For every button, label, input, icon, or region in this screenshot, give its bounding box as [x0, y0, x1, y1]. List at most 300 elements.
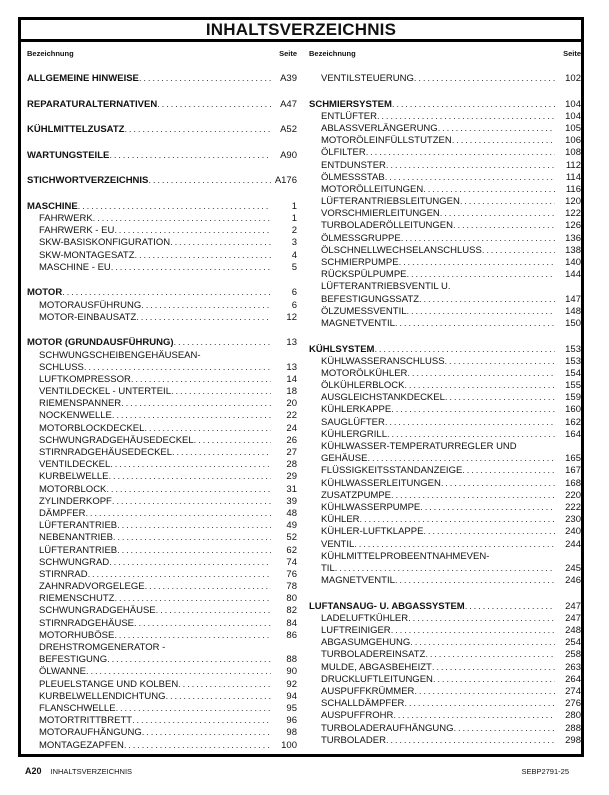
- toc-entry[interactable]: [27, 654, 297, 666]
- toc-entry-page: 49: [286, 520, 297, 532]
- toc-entry-label: VENTIL: [321, 538, 355, 550]
- toc-entry-label: LUFTREINIGER: [321, 625, 391, 637]
- dot-leader: [404, 698, 555, 710]
- toc-entry-label: GEHÄUSE: [321, 453, 368, 465]
- dot-leader: [172, 447, 271, 459]
- toc-entry[interactable]: [309, 196, 581, 208]
- toc-entry-page: 29: [286, 471, 297, 483]
- toc-entry-page: 138: [565, 244, 581, 256]
- toc-entry[interactable]: [27, 532, 297, 544]
- toc-entry-label: ENTDUNSTER: [321, 159, 386, 171]
- toc-entry[interactable]: [309, 417, 581, 429]
- toc-entry[interactable]: [309, 368, 581, 380]
- toc-entry[interactable]: [309, 453, 581, 465]
- toc-entry-page: 26: [286, 434, 297, 446]
- toc-entry-label: MASCHINE - EU: [39, 261, 111, 273]
- toc-entry-page: 167: [565, 465, 581, 477]
- toc-entry-label: ÖLFILTER: [321, 147, 366, 159]
- toc-entry[interactable]: [309, 502, 581, 514]
- toc-entry[interactable]: [27, 642, 297, 654]
- dot-leader: [453, 220, 555, 232]
- toc-entry[interactable]: [27, 250, 297, 262]
- dot-leader: [414, 686, 555, 698]
- dot-leader: [460, 196, 555, 208]
- dot-leader: [93, 213, 271, 225]
- toc-section-entry[interactable]: [27, 337, 297, 349]
- toc-entry[interactable]: [309, 356, 581, 368]
- toc-entry-label: SCHWUNGRAD: [39, 556, 110, 568]
- dot-leader: [194, 435, 271, 447]
- toc-entry-label: LUFTANSAUG- U. ABGASSYSTEM: [309, 600, 465, 612]
- toc-entry-page: 39: [286, 495, 297, 507]
- toc-entry-label: LÜFTERANTRIEB: [39, 544, 118, 556]
- dot-leader: [170, 237, 271, 249]
- toc-entry[interactable]: [27, 435, 297, 447]
- section-spacer: [27, 162, 297, 175]
- dot-leader: [132, 715, 271, 727]
- toc-entry-label: AUSPUFFKRÜMMER: [321, 685, 415, 697]
- toc-entry-label: AUSGLEICHSTANKDECKEL: [321, 392, 445, 404]
- toc-entry-label: ABGASUMGEHUNG: [321, 637, 411, 649]
- toc-section-entry[interactable]: [27, 287, 297, 299]
- toc-entry[interactable]: [309, 637, 581, 649]
- dot-leader: [113, 532, 271, 544]
- toc-entry[interactable]: [309, 281, 581, 293]
- toc-entry[interactable]: [27, 300, 297, 312]
- toc-entry-label: TURBOLADERAUFHÄNGUNG: [321, 722, 454, 734]
- section-spacer: [309, 587, 581, 600]
- toc-entry-label: SCHWUNGRADGEHÄUSE: [39, 605, 156, 617]
- toc-entry[interactable]: [309, 220, 581, 232]
- column-header-page: Seite: [563, 49, 581, 58]
- toc-entry-label: TURBOLADERÖLLEITUNGEN: [321, 220, 453, 232]
- toc-entry-label: SCHMIERPUMPE: [321, 257, 399, 269]
- dot-leader: [410, 637, 555, 649]
- toc-entry[interactable]: [27, 715, 297, 727]
- toc-entry[interactable]: [27, 630, 297, 642]
- toc-entry[interactable]: [309, 490, 581, 502]
- toc-entry[interactable]: [309, 735, 581, 747]
- toc-entry[interactable]: [309, 429, 581, 441]
- dot-leader: [385, 172, 555, 184]
- toc-entry[interactable]: [309, 723, 581, 735]
- toc-entry-label: MAGNETVENTIL: [321, 317, 395, 329]
- toc-entry[interactable]: [27, 262, 297, 274]
- toc-entry-label: SCHMIERSYSTEM: [309, 98, 392, 110]
- toc-entry-page: 248: [565, 625, 581, 637]
- toc-entry-label: MOTOR: [27, 287, 63, 299]
- toc-entry[interactable]: [27, 362, 297, 374]
- dot-leader: [117, 520, 271, 532]
- toc-entry-page: 164: [565, 428, 581, 440]
- toc-entry[interactable]: [309, 184, 581, 196]
- toc-entry-label: SCHWUNGRADGEHÄUSEDECKEL: [39, 434, 194, 446]
- toc-entry-label: KÜHLSYSTEM: [309, 343, 375, 355]
- toc-entry[interactable]: [27, 569, 297, 581]
- toc-entry-page: 27: [286, 447, 297, 459]
- dot-leader: [121, 398, 271, 410]
- column-header-label: Bezeichnung: [309, 49, 356, 58]
- dot-leader: [407, 368, 555, 380]
- toc-entry[interactable]: [309, 73, 581, 85]
- toc-entry[interactable]: [27, 237, 297, 249]
- toc-entry-page: 112: [565, 159, 581, 171]
- dot-leader: [145, 581, 271, 593]
- toc-columns: [21, 42, 581, 752]
- column-header: [27, 49, 297, 63]
- dot-leader: [419, 294, 555, 306]
- toc-entry[interactable]: [27, 496, 297, 508]
- toc-entry[interactable]: [309, 111, 581, 123]
- dot-leader: [171, 386, 271, 398]
- toc-entry-page: 153: [565, 355, 581, 367]
- dot-leader: [445, 356, 555, 368]
- toc-entry[interactable]: [309, 649, 581, 661]
- toc-entry-page: 31: [286, 483, 297, 495]
- dot-leader: [462, 465, 555, 477]
- dot-leader: [88, 569, 271, 581]
- dot-leader: [438, 123, 555, 135]
- dot-leader: [86, 666, 271, 678]
- toc-section-entry[interactable]: [27, 175, 297, 187]
- toc-entry[interactable]: [27, 727, 297, 739]
- toc-entry[interactable]: [309, 135, 581, 147]
- toc-entry-label: ÖLMESSGRUPPE: [321, 232, 401, 244]
- toc-entry[interactable]: [27, 484, 297, 496]
- dot-leader: [441, 478, 555, 490]
- toc-entry[interactable]: [309, 172, 581, 184]
- toc-entry-label: KURBELWELLE: [39, 471, 109, 483]
- toc-entry-label: STIRNRAD: [39, 568, 88, 580]
- toc-entry-label: MOTORAUSFÜHRUNG: [39, 299, 142, 311]
- toc-entry[interactable]: [309, 306, 581, 318]
- toc-entry[interactable]: [309, 147, 581, 159]
- toc-entry[interactable]: [27, 581, 297, 593]
- toc-entry[interactable]: [309, 294, 581, 306]
- toc-entry-label: MOTORTRITTBRETT: [39, 715, 133, 727]
- toc-entry[interactable]: [309, 698, 581, 710]
- toc-entry-label: MOTOR (GRUNDAUSFÜHRUNG): [27, 337, 174, 349]
- toc-entry-label: KÜHLWASSERLEITUNGEN: [321, 477, 441, 489]
- toc-entry[interactable]: [27, 423, 297, 435]
- toc-entry-page: 230: [565, 514, 581, 526]
- dot-leader: [141, 300, 271, 312]
- toc-entry[interactable]: [27, 691, 297, 703]
- toc-entry-label: SAUGLÜFTER: [321, 416, 385, 428]
- toc-entry-page: 154: [565, 367, 581, 379]
- toc-entry-label: STIRNRADGEHÄUSEDECKEL: [39, 447, 173, 459]
- toc-entry-page: 24: [286, 422, 297, 434]
- dot-leader: [124, 740, 271, 752]
- dot-leader: [393, 710, 555, 722]
- toc-entry-page: 86: [286, 629, 297, 641]
- footer-doc-id: SEBP2791-25: [521, 767, 569, 776]
- toc-entry[interactable]: [309, 123, 581, 135]
- toc-entry-label: SKW-BASISKONFIGURATION: [39, 237, 171, 249]
- toc-entry-label: SCHLUSS: [39, 361, 84, 373]
- toc-entry-label: TIL: [321, 562, 335, 574]
- toc-entry[interactable]: [309, 245, 581, 257]
- toc-entry-page: 136: [565, 232, 581, 244]
- toc-entry-page: 82: [286, 605, 297, 617]
- toc-entry-page: 74: [286, 556, 297, 568]
- toc-entry-page: 280: [565, 710, 581, 722]
- toc-entry[interactable]: [27, 447, 297, 459]
- toc-entry-page: 1: [291, 213, 297, 225]
- toc-entry[interactable]: [27, 545, 297, 557]
- toc-entry-label: KÜHLWASSER-TEMPERATURREGLER UND: [321, 441, 517, 453]
- toc-entry-label: RIEMENSPANNER: [39, 398, 122, 410]
- toc-entry-label: MOTORÖLLEITUNGEN: [321, 183, 424, 195]
- toc-entry-page: 100: [281, 739, 297, 751]
- dot-leader: [106, 484, 271, 496]
- toc-entry-label: ZAHNRADVORGELEGE: [39, 581, 145, 593]
- toc-entry[interactable]: [309, 563, 581, 575]
- toc-entry[interactable]: [27, 225, 297, 237]
- toc-entry[interactable]: [27, 679, 297, 691]
- toc-entry-label: DREHSTROMGENERATOR -: [39, 642, 166, 654]
- toc-entry-page: 80: [286, 593, 297, 605]
- toc-entry-label: ENTLÜFTER: [321, 110, 377, 122]
- dot-leader: [404, 380, 555, 392]
- toc-entry[interactable]: [309, 257, 581, 269]
- section-spacer: [27, 188, 297, 201]
- toc-entry[interactable]: [27, 605, 297, 617]
- toc-entry-page: 254: [565, 637, 581, 649]
- toc-entry-label: NOCKENWELLE: [39, 410, 112, 422]
- toc-entry-page: 114: [565, 171, 581, 183]
- toc-entry[interactable]: [27, 213, 297, 225]
- toc-entry-page: 4: [291, 249, 297, 261]
- dot-leader: [423, 184, 555, 196]
- dot-leader: [387, 429, 555, 441]
- toc-entry[interactable]: [309, 710, 581, 722]
- dot-leader: [377, 111, 555, 123]
- dot-leader: [112, 496, 271, 508]
- toc-section-entry[interactable]: [309, 99, 581, 111]
- toc-entry[interactable]: [27, 471, 297, 483]
- toc-entry-page: A47: [280, 98, 297, 110]
- dot-leader: [395, 318, 555, 330]
- toc-entry-page: 220: [565, 489, 581, 501]
- toc-entry-page: 258: [565, 649, 581, 661]
- toc-entry-label: DÄMPFER: [39, 507, 86, 519]
- toc-entry-page: 162: [565, 416, 581, 428]
- toc-entry-label: LUFTKOMPRESSOR: [39, 373, 131, 385]
- dot-leader: [166, 691, 271, 703]
- toc-entry-label: ZYLINDERKOPF: [39, 495, 112, 507]
- toc-entry-label: SKW-MONTAGESATZ: [39, 249, 135, 261]
- toc-entry[interactable]: [27, 508, 297, 520]
- page-footer: [25, 766, 569, 776]
- toc-entry-label: ÖLWANNE: [39, 666, 86, 678]
- toc-entry-label: FAHRWERK: [39, 213, 93, 225]
- toc-section-entry[interactable]: [309, 344, 581, 356]
- toc-entry-page: 153: [565, 343, 581, 355]
- toc-entry-label: FLANSCHWELLE: [39, 702, 116, 714]
- column-header-label: Bezeichnung: [27, 49, 74, 58]
- toc-entry[interactable]: [309, 269, 581, 281]
- toc-entry-page: 98: [286, 727, 297, 739]
- toc-entry[interactable]: [27, 386, 297, 398]
- toc-entry[interactable]: [27, 593, 297, 605]
- toc-entry-page: 102: [565, 73, 581, 84]
- toc-entry-page: 247: [565, 600, 581, 612]
- toc-entry[interactable]: [309, 233, 581, 245]
- toc-entry[interactable]: [309, 526, 581, 538]
- toc-entry[interactable]: [27, 374, 297, 386]
- dot-leader: [423, 526, 555, 538]
- dot-leader: [111, 262, 271, 274]
- toc-entry-label: ÖLMESSSTAB: [321, 171, 385, 183]
- toc-entry-label: LADELUFTKÜHLER: [321, 612, 409, 624]
- dot-leader: [117, 545, 271, 557]
- toc-entry-label: MOTORAUFHÄNGUNG: [39, 727, 142, 739]
- toc-entry-page: 246: [565, 575, 581, 587]
- section-spacer: [27, 324, 297, 337]
- toc-entry[interactable]: [309, 575, 581, 587]
- toc-entry-label: KÜHLERGRILL: [321, 428, 387, 440]
- dot-leader: [445, 392, 555, 404]
- toc-entry[interactable]: [309, 539, 581, 551]
- toc-entry[interactable]: [309, 478, 581, 490]
- toc-section-entry[interactable]: [27, 150, 297, 162]
- toc-entry[interactable]: [309, 208, 581, 220]
- dot-leader: [62, 287, 271, 299]
- toc-entry[interactable]: [27, 618, 297, 630]
- dot-leader: [178, 679, 271, 691]
- toc-section-entry[interactable]: [27, 99, 297, 111]
- toc-section-entry[interactable]: [27, 124, 297, 136]
- toc-list-right: [309, 73, 581, 747]
- toc-entry[interactable]: [309, 465, 581, 477]
- dot-leader: [374, 344, 555, 356]
- toc-entry-page: 298: [565, 734, 581, 746]
- toc-entry[interactable]: [27, 312, 297, 324]
- toc-entry[interactable]: [27, 666, 297, 678]
- toc-entry[interactable]: [27, 350, 297, 362]
- dot-leader: [148, 175, 271, 187]
- toc-entry[interactable]: [309, 404, 581, 416]
- dot-leader: [84, 362, 271, 374]
- toc-entry-page: 288: [565, 722, 581, 734]
- toc-entry[interactable]: [309, 441, 581, 453]
- toc-entry-label: KÜHLER-LUFTKLAPPE: [321, 526, 424, 538]
- toc-entry-page: 14: [286, 373, 297, 385]
- toc-entry[interactable]: [309, 160, 581, 172]
- toc-entry[interactable]: [309, 613, 581, 625]
- dot-leader: [78, 201, 271, 213]
- dot-leader: [414, 73, 555, 85]
- toc-entry-label: MASCHINE: [27, 200, 78, 212]
- dot-leader: [109, 557, 271, 569]
- toc-entry-label: ABLASSVERLÄNGERUNG: [321, 122, 438, 134]
- toc-entry[interactable]: [309, 514, 581, 526]
- dot-leader: [174, 337, 271, 349]
- toc-entry-label: ÖLSCHNELLWECHSELANSCHLUSS: [321, 244, 482, 256]
- toc-entry-label: BEFESTIGUNG: [39, 654, 108, 666]
- toc-entry-page: 116: [565, 183, 581, 195]
- toc-column-right: [309, 42, 581, 752]
- toc-entry[interactable]: [27, 703, 297, 715]
- toc-entry-label: KÜHLER: [321, 514, 360, 526]
- toc-entry-label: MOTORHUBÖSE: [39, 629, 115, 641]
- toc-entry-page: 76: [286, 568, 297, 580]
- toc-entry[interactable]: [27, 740, 297, 752]
- toc-entry-page: 104: [565, 98, 581, 110]
- toc-entry[interactable]: [27, 398, 297, 410]
- toc-entry-page: 78: [286, 581, 297, 593]
- toc-entry-page: 147: [565, 293, 581, 305]
- toc-entry-page: 144: [565, 269, 581, 281]
- toc-entry-label: MONTAGEZAPFEN: [39, 739, 124, 751]
- toc-entry-label: TURBOLADEREINSATZ: [321, 649, 426, 661]
- dot-leader: [107, 654, 271, 666]
- toc-entry-page: 22: [286, 410, 297, 422]
- toc-entry[interactable]: [27, 410, 297, 422]
- toc-entry-label: MOTORBLOCKDECKEL: [39, 422, 145, 434]
- dot-leader: [391, 490, 555, 502]
- toc-entry[interactable]: [309, 318, 581, 330]
- toc-entry[interactable]: [309, 662, 581, 674]
- toc-entry-label: MOTORÖLKÜHLER: [321, 367, 408, 379]
- dot-leader: [465, 601, 555, 613]
- toc-entry[interactable]: [27, 557, 297, 569]
- dot-leader: [109, 471, 271, 483]
- dot-leader: [139, 73, 271, 85]
- toc-entry-page: 247: [565, 612, 581, 624]
- toc-entry-label: VENTILSTEUERUNG: [321, 73, 414, 84]
- toc-entry-label: KÜHLWASSERPUMPE: [321, 501, 421, 513]
- toc-entry[interactable]: [27, 459, 297, 471]
- toc-section-entry[interactable]: [27, 201, 297, 213]
- section-spacer: [27, 274, 297, 287]
- toc-entry-label: ÖLZUMESSVENTIL: [321, 305, 407, 317]
- toc-entry[interactable]: [309, 625, 581, 637]
- toc-section-entry[interactable]: [27, 73, 297, 85]
- toc-entry[interactable]: [309, 392, 581, 404]
- toc-entry-label: FLÜSSIGKEITSSTANDANZEIGE: [321, 465, 463, 477]
- toc-entry[interactable]: [309, 380, 581, 392]
- dot-leader: [433, 674, 555, 686]
- toc-entry[interactable]: [309, 674, 581, 686]
- dot-leader: [114, 593, 271, 605]
- toc-entry-label: STIRNRADGEHÄUSE: [39, 617, 135, 629]
- toc-entry[interactable]: [27, 520, 297, 532]
- toc-section-entry[interactable]: [309, 601, 581, 613]
- toc-entry-label: NEBENANTRIEB: [39, 532, 113, 544]
- toc-entry-page: 92: [286, 678, 297, 690]
- toc-entry-page: 222: [565, 501, 581, 513]
- section-spacer: [309, 330, 581, 343]
- toc-entry-label: VENTILDECKEL: [39, 459, 111, 471]
- toc-entry-page: 168: [565, 477, 581, 489]
- dot-leader: [420, 502, 555, 514]
- toc-entry[interactable]: [309, 551, 581, 563]
- toc-entry-page: 1: [291, 200, 297, 212]
- page-title: INHALTSVERZEICHNIS: [21, 20, 581, 42]
- toc-entry[interactable]: [309, 686, 581, 698]
- dot-leader: [114, 225, 271, 237]
- toc-entry-page: 274: [565, 685, 581, 697]
- toc-entry-page: 165: [565, 453, 581, 465]
- dot-leader: [425, 649, 555, 661]
- dot-leader: [482, 245, 555, 257]
- dot-leader: [114, 630, 271, 642]
- dot-leader: [366, 147, 555, 159]
- toc-entry-label: MOTORÖLEINFÜLLSTUTZEN: [321, 135, 452, 147]
- dot-leader: [85, 508, 271, 520]
